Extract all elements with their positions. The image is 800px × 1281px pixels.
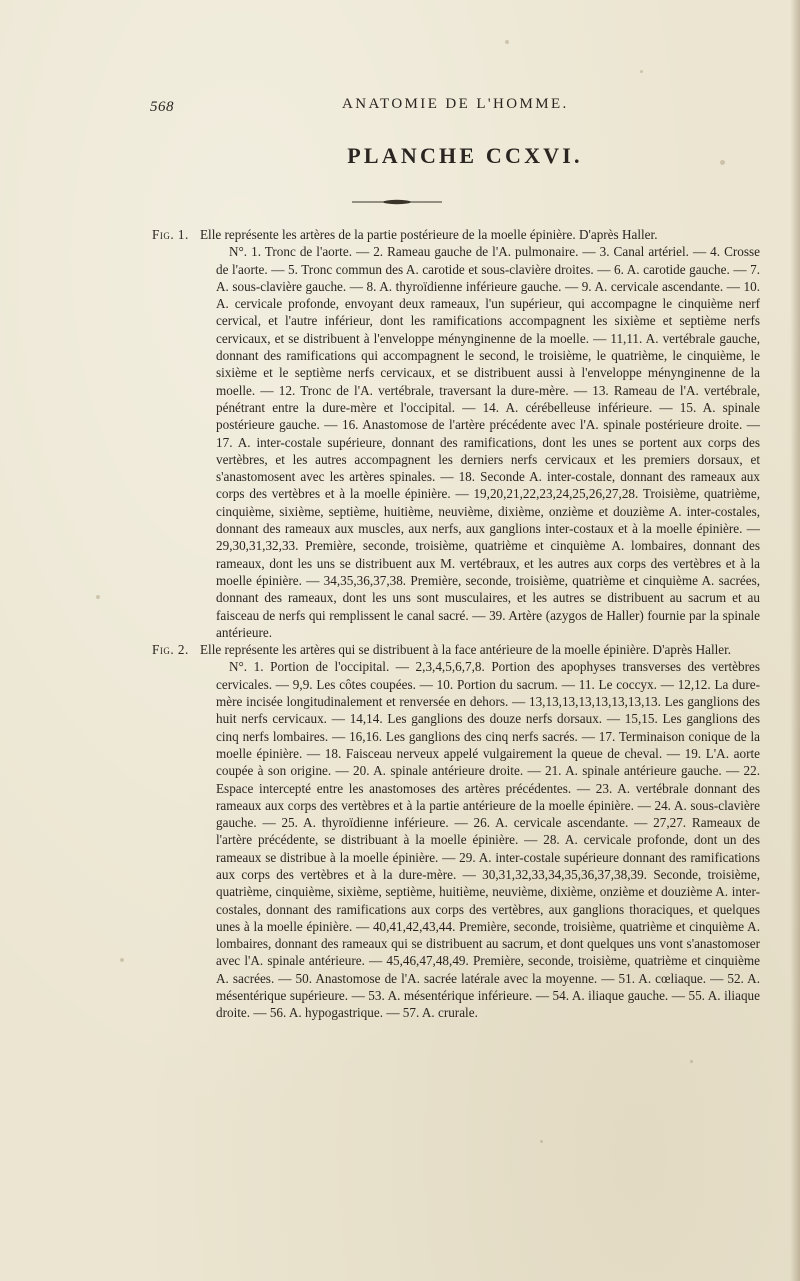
plate-title: PLANCHE CCXVI. — [347, 143, 583, 168]
paper-speck — [640, 70, 643, 73]
figure-2-heading — [152, 641, 760, 658]
figure-1-intro: Elle représente les artères de la partie postérieure de la moelle épinière. D'après Haller. — [200, 227, 658, 242]
figure-1-legend: N°. 1. Tronc de l'aorte. — 2. Rameau gauche de l'A. pulmonaire. — 3. Canal artériel. — 4. Crosse de l'aorte. — 5. Tronc commun des A. carotide et sous-clavière droites. — 6. A. carotide gauche. — 7. A. sous-clavière gauche. — 8. A. thyroïdienne inférieure gauche. — 9. A. cervicale ascendante. — 10. A. cervicale profonde, envoyant deux rameaux, l'un supérieur, qui accompagne le cinquième nerf cervical, et l'autre inférieur, dont les ramifications accompagnent les sixième et septième nerfs cervicaux, et se distribuent à l'enveloppe ménynginenne de la moelle. — 11,11. A. vertébrale gauche, donnant des ramifications qui accompagnent le second, le troisième, le quatrième, le cinquième, le sixième et le septième nerfs cervicaux, et se distribuent aussi à l'enveloppe ménynginenne de la moelle. — 12. Tronc de l'A. vertébrale, traversant la dure-mère. — 13. Rameau de l'A. vertébrale, pénétrant entre la dure-mère et l'occipital. — 14. A. cérébelleuse inférieure. — 15. A. spinale postérieure gauche. — 16. Anastomose de l'artère précédente avec l'A. spinale postérieure droite. — 17. A. inter-costale supérieure, donnant des ramifications, dont les unes se portent aux corps des vertèbres, et les autres accompagnent les derniers nerfs cervicaux et les premiers dorsaux, et s'anastomosent avec les artères spinales. — 18. Seconde A. inter-costale, donnant des rameaux aux corps des vertèbres et à la moelle épinière. — 19,20,21,22,23,24,25,26,27,28. Troisième, quatrième, cinquième, sixième, septième, huitième, neuvième, dixième, onzième et douzième A. inter-costales, donnant des rameaux aux muscles, aux nerfs, aux ganglions inter-costaux et à la moelle épinière. — 29,30,31,32,33. Première, seconde, troisième, quatrième et cinquième A. lombaires, donnant des rameaux, dont les uns se distribuent aux M. vertébraux, et les autres aux corps des vertèbres et à la moelle épinière. — 34,35,36,37,38. Première, seconde, troisième, quatrième et cinquième A. sacrées, donnant des rameaux, dont les uns sont musculaires, et les autres se distribuent au sacrum et au faisceau de nerfs qui remplissent le canal sacré. — 39. Artère (azygos de Haller) fournie par la spinale antérieure. — [216, 244, 760, 640]
plate-description — [152, 226, 760, 1022]
paper-speck — [505, 40, 509, 44]
page-edge-shadow — [790, 0, 800, 1281]
figure-2-legend: N°. 1. Portion de l'occipital. — 2,3,4,5,6,7,8. Portion des apophyses transverses des vertèbres cervicales. — 9,9. Les côtes coupées. — 10. Portion du sacrum. — 11. Le coccyx. — 12,12. La dure-mère incisée longitudinalement et renversée en dehors. — 13,13,13,13,13,13,13,13. Les ganglions des huit nerfs cervicaux. — 14,14. Les ganglions des douze nerfs dorsaux. — 15,15. Les ganglions des cinq nerfs lombaires. — 16,16. Les ganglions des cinq nerfs sacrés. — 17. Terminaison conique de la moelle épinière. — 18. Faisceau nerveux appelé vulgairement la queue de cheval. — 19. L'A. aorte coupée à son origine. — 20. A. spinale antérieure droite. — 21. A. spinale antérieure gauche. — 22. Espace intercepté entre les anastomoses des artères précédentes. — 23. A. vertébrale donnant des rameaux aux corps des vertèbres et à la partie antérieure de la moelle épinière. — 24. A. sous-clavière gauche. — 25. A. thyroïdienne inférieure. — 26. A. cervicale ascendante. — 27,27. Rameaux de l'artère précédente, se distribuant à la moelle épinière. — 28. A. cervicale profonde, dont un des rameaux se distribue à la moelle épinière. — 29. A. inter-costale supérieure donnant des ramifications aux corps des vertèbres et à la dure-mère. — 30,31,32,33,34,35,36,37,38,39. Seconde, troisième, quatrième, cinquième, sixième, septième, huitième, neuvième, dixième, onzième et douzième A. inter-costales, donnant des ramifications aux corps des vertèbres, aux ganglions thoraciques, et quelques unes à la moelle épinière. — 40,41,42,43,44. Première, seconde, troisième, quatrième et cinquième A. lombaires, donnant des rameaux qui se distribuent au sacrum, et dont quelques uns vont s'anastomoser avec l'A. spinale antérieure. — 45,46,47,48,49. Première, seconde, troisième, quatrième et cinquième A. sacrées. — 50. Anastomose de l'A. sacrée latérale avec la moyenne. — 51. A. cœliaque. — 52. A. mésentérique supérieure. — 53. A. mésentérique inférieure. — 54. A. iliaque gauche. — 55. A. iliaque droite. — 56. A. hypogastrique. — 57. A. crurale. — [216, 659, 760, 1021]
paper-speck — [540, 1140, 543, 1143]
paper-speck — [96, 595, 100, 599]
figure-1-label: Fig. 1. — [152, 227, 189, 242]
paper-speck — [690, 1060, 693, 1063]
running-head — [150, 96, 770, 118]
figure-2-label: Fig. 2. — [152, 642, 189, 658]
title-ornament-rule — [352, 199, 442, 205]
running-title: ANATOMIE DE L'HOMME. — [342, 96, 569, 112]
page-number: 568 — [150, 99, 174, 115]
figure-2-intro: Elle représente les artères qui se distribuent à la face antérieure de la moelle épinière. D'après Haller. — [200, 642, 732, 658]
paper-speck — [120, 958, 124, 962]
figure-1-heading — [152, 226, 760, 243]
